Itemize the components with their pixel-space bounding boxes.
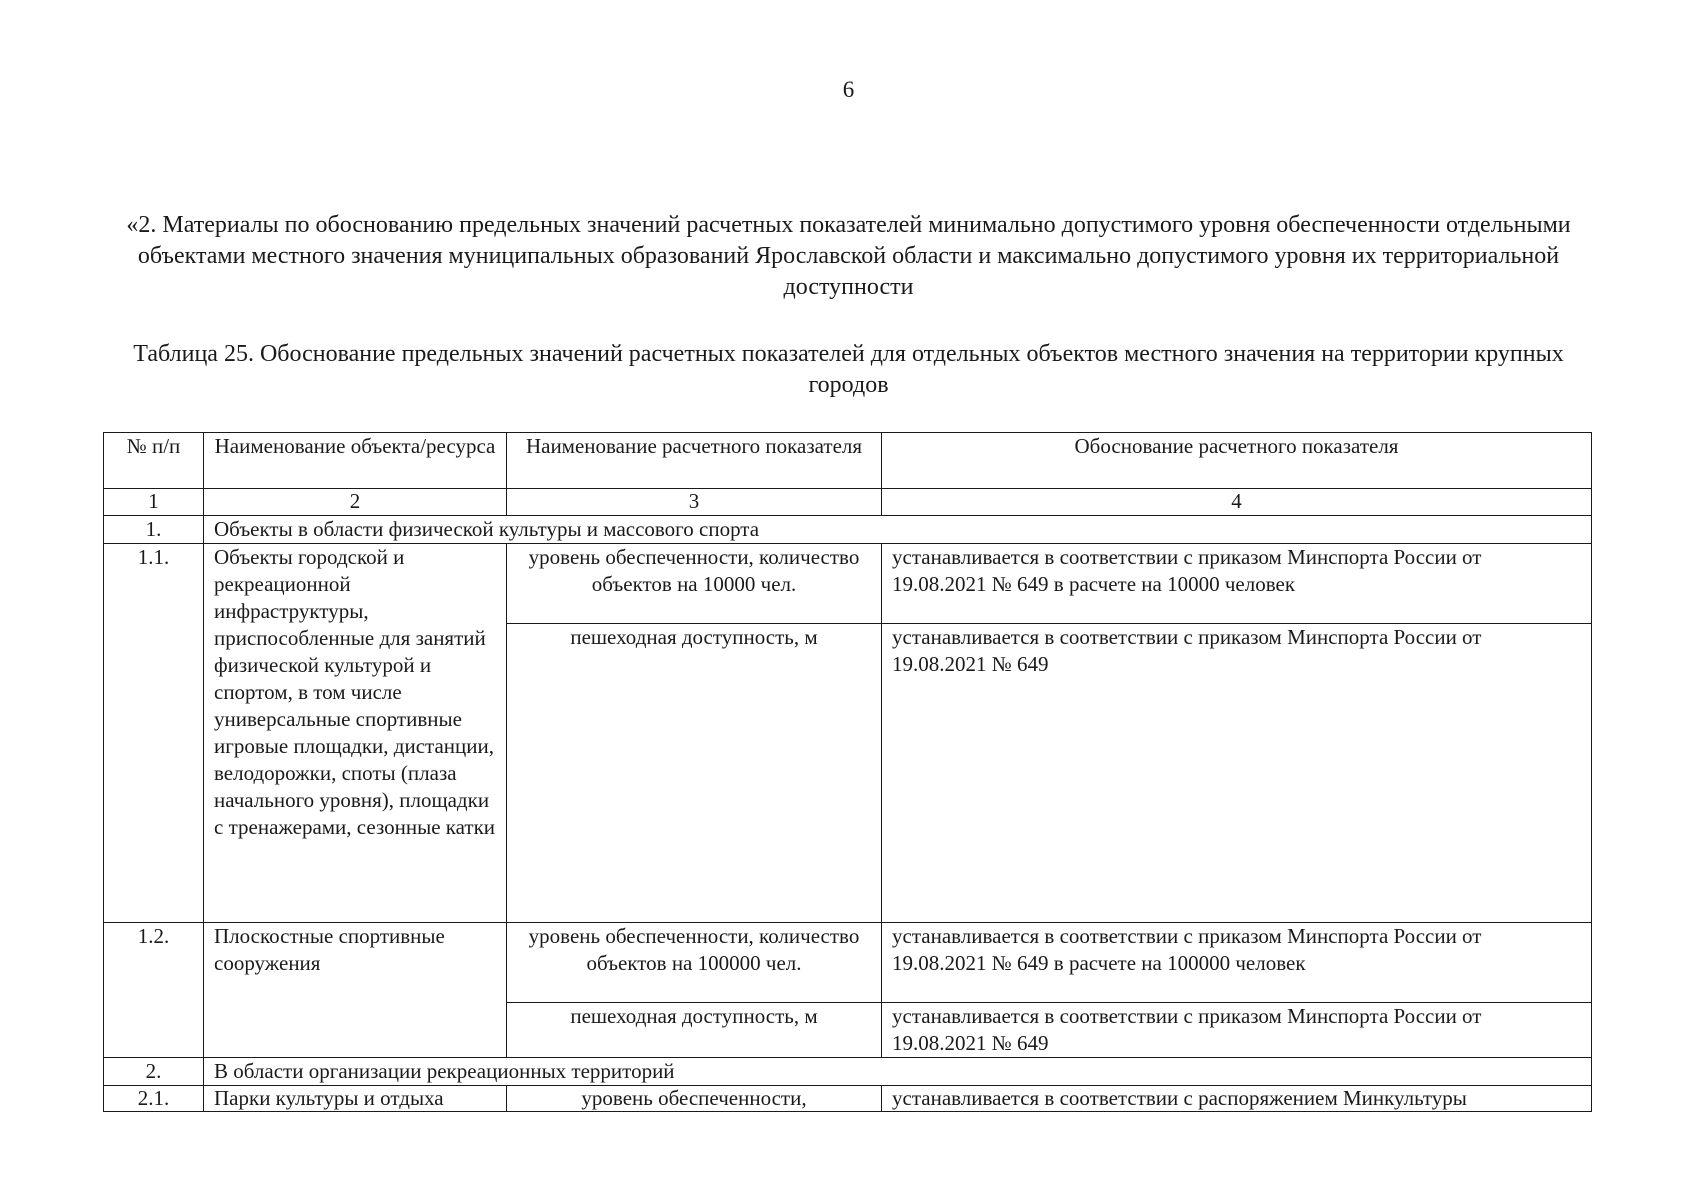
- column-number: 2: [204, 489, 507, 516]
- indicator-justification: устанавливается в соответствии с приказом Минспорта России от 19.08.2021 № 649: [882, 624, 1592, 923]
- table-row: [104, 544, 1592, 624]
- table-header-row: [104, 433, 1592, 489]
- section-number: 2.: [104, 1058, 204, 1086]
- item-number: 2.1.: [104, 1086, 204, 1112]
- section-row: [104, 1058, 1592, 1086]
- indicator-name: уровень обеспеченности,: [507, 1086, 882, 1112]
- section-number: 1.: [104, 516, 204, 544]
- table-caption: Таблица 25. Обоснование предельных значений расчетных показателей для отдельных объектов местного значения на территории крупных городов: [133, 341, 1564, 398]
- header-number: № п/п: [104, 433, 204, 489]
- column-number-row: [104, 489, 1592, 516]
- item-number: 1.2.: [104, 923, 204, 1058]
- indicator-justification: устанавливается в соответствии с распоряжением Минкультуры: [882, 1086, 1592, 1112]
- column-number: 3: [507, 489, 882, 516]
- page-number: 6: [842, 77, 855, 102]
- column-number: 1: [104, 489, 204, 516]
- indicator-justification: устанавливается в соответствии с приказом Минспорта России от 19.08.2021 № 649 в расчете на 100000 человек: [882, 923, 1592, 1003]
- section-title: «2. Материалы по обоснованию предельных значений расчетных показателей минимально допустимого уровня обеспеченности отдельными объектами местного значения муниципальных образований Ярославской области и максимально допустимого уровня их территориальной доступности: [126, 212, 1571, 300]
- item-name: Объекты городской и рекреационной инфраструктуры, приспособленные для занятий физической культурой и спортом, в том числе универсальные спортивные игровые площадки, дистанции, велодорожки, споты (плаза начального уровня), площадки с тренажерами, сезонные катки: [204, 544, 507, 923]
- indicator-name: уровень обеспеченности, количество объектов на 100000 чел.: [507, 923, 882, 1003]
- column-number: 4: [882, 489, 1592, 516]
- table-row: [104, 923, 1592, 1003]
- section-title-cell: В области организации рекреационных территорий: [204, 1058, 1592, 1086]
- header-justification: Обоснование расчетного показателя: [882, 433, 1592, 489]
- item-name: Парки культуры и отдыха: [204, 1086, 507, 1112]
- table-row: [104, 1086, 1592, 1112]
- item-number: 1.1.: [104, 544, 204, 923]
- header-object-name: Наименование объекта/ресурса: [204, 433, 507, 489]
- justification-table: [103, 432, 1592, 1112]
- section-title-cell: Объекты в области физической культуры и массового спорта: [204, 516, 1592, 544]
- header-indicator-name: Наименование расчетного показателя: [507, 433, 882, 489]
- indicator-justification: устанавливается в соответствии с приказом Минспорта России от 19.08.2021 № 649: [882, 1003, 1592, 1058]
- item-name: Плоскостные спортивные сооружения: [204, 923, 507, 1058]
- indicator-name: уровень обеспеченности, количество объектов на 10000 чел.: [507, 544, 882, 624]
- indicator-justification: устанавливается в соответствии с приказом Минспорта России от 19.08.2021 № 649 в расчете на 10000 человек: [882, 544, 1592, 624]
- indicator-name: пешеходная доступность, м: [507, 1003, 882, 1058]
- section-row: [104, 516, 1592, 544]
- indicator-name: пешеходная доступность, м: [507, 624, 882, 923]
